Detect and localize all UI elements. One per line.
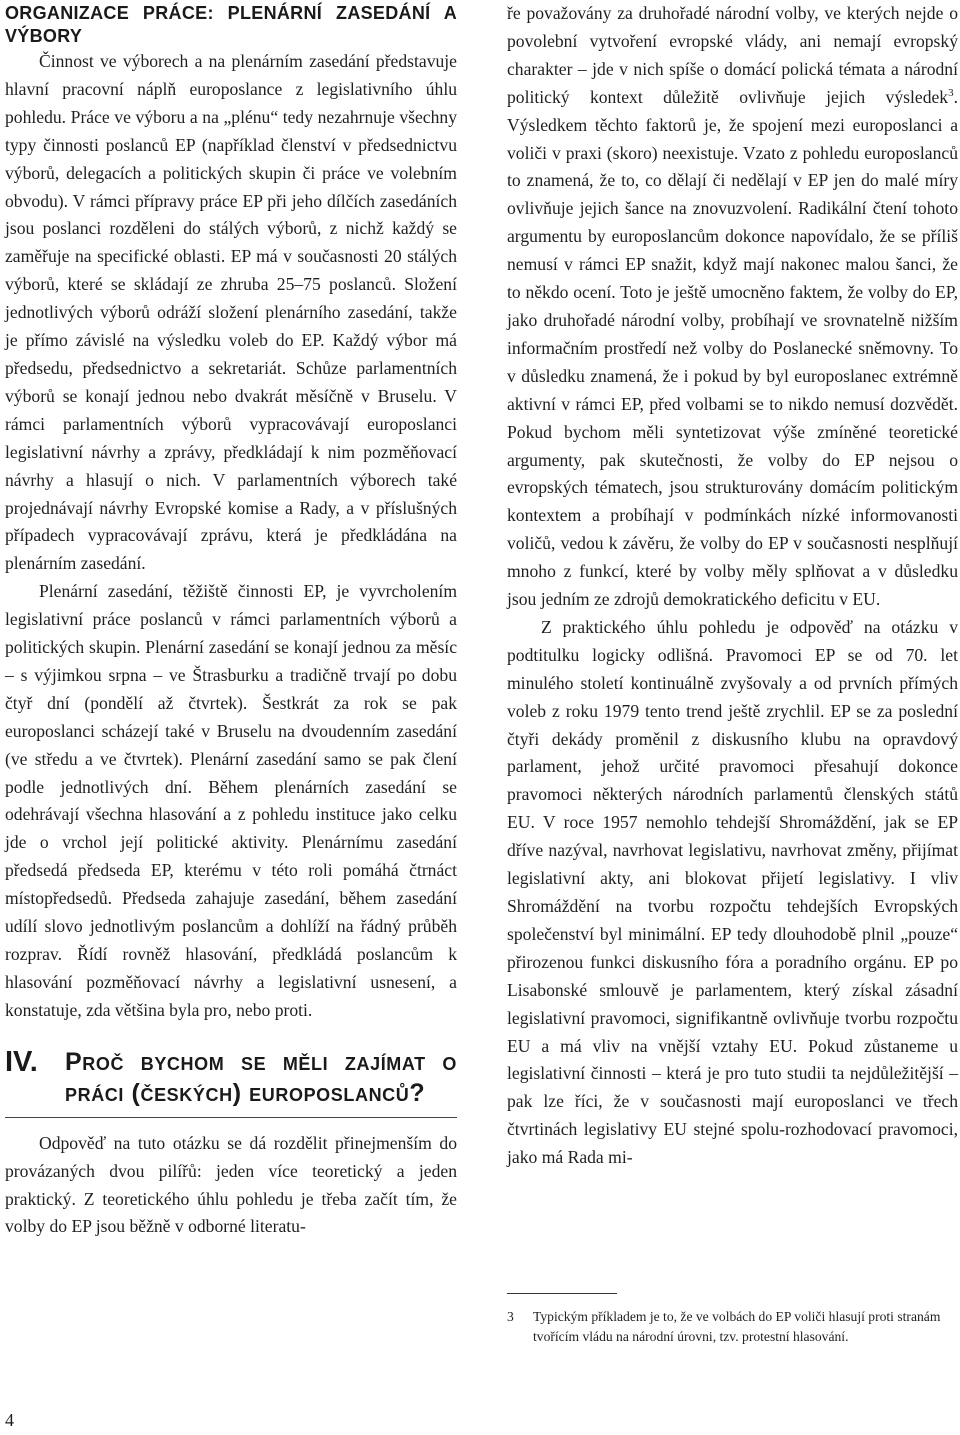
body-paragraph: Plenární zasedání, těžiště činnosti EP, je vyvrcholením legislativní práce poslanců v rámci parlamentních výborů a politických skupin. Plenární zasedání se konají jednou za měsíc – s výjimkou srpna – ve Štrasburku a tradičně trvají po dobu čtyř dní (pondělí až čtvrtek). Šestkrát za rok se pak europoslanci scházejí také v Bruselu na dvoudenním zasedání (ve středu a ve čtvrtek). Plenární zasedání samo se pak člení podle jednotlivých dní. Během plenárních zasedání se odehrávají všechna hlasování a z pohledu instituce jako celku jde o vrchol její politické aktivity. Plenárnímu zasedání předsedá předseda EP, kterému v této roli pomáhá čtrnáct místopředsedů. Předseda zahajuje zasedání, během zasedání udílí slovo jednotlivým poslancům a dohlíží na řádný průběh rozprav. Řídí rovněž hlasování, předkládá poslancům k hlasování pozměňovací návrhy a legislativní usnesení, a konstatuje, zda většina byla pro, nebo proti. (5, 581, 457, 1020)
body-paragraph: Činnost ve výborech a na plenárním zasedání představuje hlavní pracovní náplň europoslance z legislativního úhlu pohledu. Práce ve výboru a na „plénu“ tedy nezahrnuje všechny typy činnosti poslanců EP (například členství v předsednictvu výborů, delegacích a politických skupin či práce ve volebním obvodu). V rámci přípravy práce EP při jeho dílčích zasedáních jsou poslanci rozděleni do stálých výborů, z nichž každý se zaměřuje na specifické oblasti. EP má v současnosti 20 stálých výborů, které se skládají ze zhruba 25–75 poslanců. Složení jednotlivých výborů odráží složení plenárního zasedání, takže je přímo závislé na výsledku voleb do EP. Každý výbor má předsedu, předsednictvo a sekretariát. Schůze parlamentních výborů se konají jednou nebo dvakrát měsíčně v Bruselu. V rámci parlamentních výborů vypracovávají europoslanci legislativní návrhy a zprávy, předkládají k nim pozměňovací návrhy a hlasují o nich. V parlamentních výborech také projednávají návrhy Evropské komise a Rady, a v příslušných případech vypracovávají zprávu, která je předkládána na plenárním zasedání. (5, 51, 457, 574)
page-number: 4 (5, 1410, 14, 1430)
left-column (5, 0, 457, 1241)
footnote-reference: 3 (948, 86, 954, 99)
body-paragraph: Odpověď na tuto otázku se dá rozdělit přinejmenším do provázaných dvou pilířů: jeden více teoretický a jeden praktický. Z teoretického úhlu pohledu je třeba začít tím, že volby do EP jsou běžně v odborné literatu- (5, 1132, 457, 1237)
right-column (507, 0, 958, 1172)
footnote (507, 1307, 958, 1347)
section-heading: ORGANIZACE PRÁCE: PLENÁRNÍ ZASEDÁNÍ A VÝBORY (5, 3, 457, 46)
body-paragraph (507, 0, 958, 614)
paragraph-text: ře považovány za druhořadé národní volby, ve kterých nejde o povolební vytvoření evropské vlády, ani nemají evropský charakter – jde v nich spíše o domácí polická témata a národní politický kontext důležitě ovlivňuje jejich výsledek (507, 3, 958, 107)
footnote-divider (507, 1293, 617, 1294)
body-paragraph: Z praktického úhlu pohledu je odpověď na otázku v podtitulku logicky odlišná. Pravomoci EP se od 70. let minulého století kontinuálně zvyšovaly a od prvních přímých voleb z roku 1979 tento trend ještě zrychlil. EP se za poslední čtyři dekády proměnil z diskusního klubu na opravdový parlament, jehož určité pravomoci přesahují dokonce pravomoci některých národních parlamentů členských států EU. V roce 1957 nemohlo tehdejší Shromáždění, jak se EP dříve nazýval, navrhovat legislativu, navrhovat změny, přijímat legislativní akty, ani blokovat přijetí legislativy. I vliv Shromáždění na tvorbu rozpočtu tehdejších Evropských společenství byl minimální. EP tedy dlouhodobě plnil „pouze“ přirozenou funkci diskusního fóra a poradního orgánu. EP po Lisabonské smlouvě je parlamentem, který získal zásadní legislativní pravomoci, signifikantně ovlivňuje tvorbu rozpočtu EU a má vliv na vnější vztahy EU. Pokud zůstaneme u legislativní činnosti – která je pro tuto studii ta nejdůležitější – pak lze říci, že v současnosti mají europoslanci ve třech čtvrtinách legislativy EU stejné spolu-rozhodovací pravomoci, jako má Rada mi- (507, 616, 958, 1168)
footnote-number: 3 (507, 1309, 514, 1324)
footnote-text: Typickým příkladem je to, že ve volbách do EP voliči hlasují proti stranám tvořícím vládu na národní úrovni, tzv. protestní hlasování. (533, 1309, 941, 1344)
chapter-number: IV. (5, 1045, 38, 1078)
paragraph-text: . Výsledkem těchto faktorů je, že spojení mezi europoslanci a voliči v praxi (skoro) neexistuje. Vzato z pohledu europoslanců to znamená, že to, co dělají či nedělají v EP jen do malé míry ovlivňuje jejich šance na znovuzvolení. Radikální čtení tohoto argumentu by europoslancům dokonce napovídalo, že se příliš nemusí v rámci EP snažit, když mají nakonec malou šanci, že to někdo ocení. Toto je ještě umocněno faktem, že volby do EP, jako druhořadé národní volby, probíhají ve srovnatelně nižším informačním prostředí než volby do Poslanecké sněmovny. To v důsledku znamená, že i pokud by byl europoslanec extrémně aktivní v rámci EP, před volbami se to nikdo nemusí dozvědět. Pokud bychom měli syntetizovat výše zmíněné teoretické argumenty, pak skutečnosti, že volby do EP nejsou o evropských tématech, jsou strukturovány domácím politickým kontextem a probíhají v podmínkách nízké informovanosti voličů, vedou k závěru, že volby do EP v současnosti nesplňují mnoho z funkcí, které by volby měly splňovat a v důsledku jsou jedním ze zdrojů demokratického deficitu v EU. (507, 86, 958, 610)
chapter-title: Proč bychom se měli zajímat o práci (českých) europoslanců? (65, 1047, 457, 1107)
chapter-heading (5, 1047, 457, 1118)
